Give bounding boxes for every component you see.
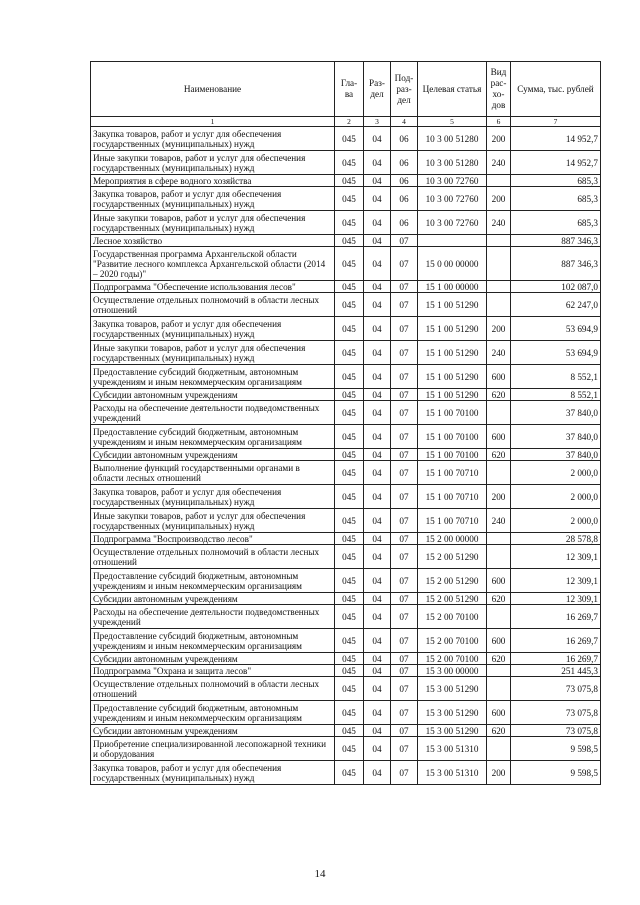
col-number: 7 <box>511 117 601 127</box>
row-razdel: 04 <box>364 187 391 211</box>
row-name: Субсидии автономным учреждениям <box>91 449 335 461</box>
row-target: 15 1 00 51290 <box>418 389 487 401</box>
row-razdel: 04 <box>364 127 391 151</box>
row-name: Закупка товаров, работ и услуг для обеспечения государственных (муниципальных) нужд <box>91 127 335 151</box>
row-glava: 045 <box>335 389 364 401</box>
row-name: Закупка товаров, работ и услуг для обеспечения государственных (муниципальных) нужд <box>91 485 335 509</box>
row-sum: 2 000,0 <box>511 461 601 485</box>
table-row <box>91 653 601 665</box>
row-glava: 045 <box>335 449 364 461</box>
row-vid: 600 <box>487 365 511 389</box>
row-vid: 240 <box>487 341 511 365</box>
row-sum: 62 247,0 <box>511 293 601 317</box>
row-glava: 045 <box>335 401 364 425</box>
row-razdel: 04 <box>364 569 391 593</box>
table-row <box>91 317 601 341</box>
table-row <box>91 293 601 317</box>
row-sum: 37 840,0 <box>511 401 601 425</box>
row-razdel: 04 <box>364 389 391 401</box>
row-sum: 887 346,3 <box>511 235 601 247</box>
row-target: 15 1 00 51290 <box>418 365 487 389</box>
row-name: Осуществление отдельных полномочий в области лесных отношений <box>91 293 335 317</box>
row-glava: 045 <box>335 461 364 485</box>
table-row <box>91 247 601 281</box>
row-vid: 620 <box>487 593 511 605</box>
row-glava: 045 <box>335 509 364 533</box>
row-podrazdel: 07 <box>391 569 418 593</box>
row-glava: 045 <box>335 725 364 737</box>
row-sum: 73 075,8 <box>511 701 601 725</box>
row-podrazdel: 07 <box>391 665 418 677</box>
row-sum: 14 952,7 <box>511 127 601 151</box>
row-sum: 53 694,9 <box>511 317 601 341</box>
row-razdel: 04 <box>364 235 391 247</box>
row-target: 15 1 00 51290 <box>418 341 487 365</box>
row-glava: 045 <box>335 605 364 629</box>
row-target: 15 1 00 70100 <box>418 425 487 449</box>
col-number: 1 <box>91 117 335 127</box>
table-row <box>91 341 601 365</box>
table-row <box>91 425 601 449</box>
row-glava: 045 <box>335 175 364 187</box>
row-vid: 620 <box>487 653 511 665</box>
table-row <box>91 593 601 605</box>
row-sum: 37 840,0 <box>511 449 601 461</box>
row-sum: 251 445,3 <box>511 665 601 677</box>
row-sum: 685,3 <box>511 211 601 235</box>
row-glava: 045 <box>335 425 364 449</box>
col-number: 4 <box>391 117 418 127</box>
row-name: Иные закупки товаров, работ и услуг для обеспечения государственных (муниципальных) нужд <box>91 509 335 533</box>
row-name: Осуществление отдельных полномочий в области лесных отношений <box>91 677 335 701</box>
row-target: 15 2 00 51290 <box>418 545 487 569</box>
row-name: Расходы на обеспечение деятельности подведомственных учреждений <box>91 605 335 629</box>
table-row <box>91 235 601 247</box>
table-row <box>91 187 601 211</box>
row-razdel: 04 <box>364 533 391 545</box>
row-sum: 9 598,5 <box>511 761 601 785</box>
table-row <box>91 605 601 629</box>
row-sum: 2 000,0 <box>511 485 601 509</box>
row-name: Иные закупки товаров, работ и услуг для обеспечения государственных (муниципальных) нужд <box>91 341 335 365</box>
row-razdel: 04 <box>364 485 391 509</box>
row-podrazdel: 07 <box>391 461 418 485</box>
col-number: 5 <box>418 117 487 127</box>
row-sum: 28 578,8 <box>511 533 601 545</box>
row-vid: 200 <box>487 187 511 211</box>
row-podrazdel: 06 <box>391 211 418 235</box>
row-podrazdel: 07 <box>391 341 418 365</box>
row-razdel: 04 <box>364 425 391 449</box>
row-podrazdel: 07 <box>391 425 418 449</box>
row-glava: 045 <box>335 247 364 281</box>
row-podrazdel: 07 <box>391 653 418 665</box>
row-name: Расходы на обеспечение деятельности подведомственных учреждений <box>91 401 335 425</box>
row-target: 10 3 00 51280 <box>418 127 487 151</box>
row-vid: 200 <box>487 317 511 341</box>
row-vid: 240 <box>487 211 511 235</box>
row-podrazdel: 07 <box>391 401 418 425</box>
row-razdel: 04 <box>364 365 391 389</box>
row-podrazdel: 07 <box>391 701 418 725</box>
row-name: Подпрограмма "Охрана и защита лесов" <box>91 665 335 677</box>
row-podrazdel: 07 <box>391 761 418 785</box>
row-podrazdel: 07 <box>391 247 418 281</box>
table-row <box>91 449 601 461</box>
row-podrazdel: 06 <box>391 151 418 175</box>
row-name: Приобретение специализированной лесопожарной техники и оборудования <box>91 737 335 761</box>
row-name: Субсидии автономным учреждениям <box>91 389 335 401</box>
row-podrazdel: 07 <box>391 293 418 317</box>
col-number: 2 <box>335 117 364 127</box>
col-header-podrazdel: Под-раз-дел <box>391 62 418 117</box>
row-target: 15 1 00 70710 <box>418 461 487 485</box>
row-razdel: 04 <box>364 593 391 605</box>
row-name: Предоставление субсидий бюджетным, автономным учреждениям и иным некоммерческим организациям <box>91 629 335 653</box>
row-podrazdel: 07 <box>391 389 418 401</box>
row-sum: 887 346,3 <box>511 247 601 281</box>
row-podrazdel: 07 <box>391 605 418 629</box>
row-sum: 12 309,1 <box>511 545 601 569</box>
table-row <box>91 545 601 569</box>
row-target: 10 3 00 51280 <box>418 151 487 175</box>
row-sum: 685,3 <box>511 187 601 211</box>
row-vid: 200 <box>487 485 511 509</box>
table-row <box>91 175 601 187</box>
row-sum: 9 598,5 <box>511 737 601 761</box>
table-row <box>91 461 601 485</box>
row-vid: 240 <box>487 151 511 175</box>
row-name: Иные закупки товаров, работ и услуг для обеспечения государственных (муниципальных) нужд <box>91 151 335 175</box>
row-target: 15 2 00 00000 <box>418 533 487 545</box>
row-vid: 200 <box>487 761 511 785</box>
row-name: Предоставление субсидий бюджетным, автономным учреждениям и иным некоммерческим организациям <box>91 425 335 449</box>
row-target: 15 1 00 70100 <box>418 449 487 461</box>
row-name: Предоставление субсидий бюджетным, автономным учреждениям и иным некоммерческим организациям <box>91 365 335 389</box>
row-target: 15 3 00 51290 <box>418 725 487 737</box>
row-razdel: 04 <box>364 629 391 653</box>
row-target: 15 3 00 51290 <box>418 701 487 725</box>
row-sum: 16 269,7 <box>511 629 601 653</box>
row-podrazdel: 07 <box>391 485 418 509</box>
table-row <box>91 401 601 425</box>
table-row <box>91 485 601 509</box>
row-glava: 045 <box>335 701 364 725</box>
row-target: 15 2 00 70100 <box>418 605 487 629</box>
row-podrazdel: 07 <box>391 737 418 761</box>
row-podrazdel: 06 <box>391 127 418 151</box>
row-vid: 600 <box>487 425 511 449</box>
row-razdel: 04 <box>364 737 391 761</box>
row-name: Субсидии автономным учреждениям <box>91 725 335 737</box>
row-target: 10 3 00 72760 <box>418 211 487 235</box>
row-razdel: 04 <box>364 151 391 175</box>
row-razdel: 04 <box>364 317 391 341</box>
row-target: 15 3 00 51310 <box>418 737 487 761</box>
row-glava: 045 <box>335 593 364 605</box>
row-glava: 045 <box>335 281 364 293</box>
col-header-vid: Вид рас-хо-дов <box>487 62 511 117</box>
table-row <box>91 127 601 151</box>
row-vid <box>487 605 511 629</box>
row-glava: 045 <box>335 317 364 341</box>
row-target: 15 2 00 51290 <box>418 593 487 605</box>
row-vid <box>487 545 511 569</box>
row-vid <box>487 281 511 293</box>
row-target: 15 2 00 70100 <box>418 629 487 653</box>
row-glava: 045 <box>335 341 364 365</box>
row-target <box>418 235 487 247</box>
row-razdel: 04 <box>364 211 391 235</box>
row-glava: 045 <box>335 677 364 701</box>
row-razdel: 04 <box>364 341 391 365</box>
row-podrazdel: 07 <box>391 545 418 569</box>
row-sum: 12 309,1 <box>511 569 601 593</box>
row-razdel: 04 <box>364 761 391 785</box>
row-vid <box>487 461 511 485</box>
row-podrazdel: 07 <box>391 235 418 247</box>
row-vid <box>487 737 511 761</box>
row-glava: 045 <box>335 293 364 317</box>
row-glava: 045 <box>335 211 364 235</box>
table-row <box>91 737 601 761</box>
row-name: Предоставление субсидий бюджетным, автономным учреждениям и иным некоммерческим организациям <box>91 701 335 725</box>
table-row <box>91 629 601 653</box>
row-glava: 045 <box>335 737 364 761</box>
row-podrazdel: 06 <box>391 187 418 211</box>
row-glava: 045 <box>335 151 364 175</box>
row-name: Закупка товаров, работ и услуг для обеспечения государственных (муниципальных) нужд <box>91 187 335 211</box>
row-glava: 045 <box>335 235 364 247</box>
col-header-sum: Сумма, тыс. рублей <box>511 62 601 117</box>
column-number-row <box>91 117 601 127</box>
row-podrazdel: 07 <box>391 449 418 461</box>
row-razdel: 04 <box>364 293 391 317</box>
row-glava: 045 <box>335 665 364 677</box>
table-row <box>91 677 601 701</box>
budget-table <box>90 61 601 785</box>
row-target: 15 1 00 70100 <box>418 401 487 425</box>
row-razdel: 04 <box>364 401 391 425</box>
row-razdel: 04 <box>364 449 391 461</box>
row-sum: 12 309,1 <box>511 593 601 605</box>
row-podrazdel: 07 <box>391 365 418 389</box>
row-name: Выполнение функций государственными органами в области лесных отношений <box>91 461 335 485</box>
table-row <box>91 389 601 401</box>
row-podrazdel: 07 <box>391 281 418 293</box>
row-sum: 16 269,7 <box>511 653 601 665</box>
row-target: 15 2 00 51290 <box>418 569 487 593</box>
row-sum: 37 840,0 <box>511 425 601 449</box>
row-podrazdel: 07 <box>391 629 418 653</box>
row-sum: 2 000,0 <box>511 509 601 533</box>
table-row <box>91 701 601 725</box>
row-sum: 73 075,8 <box>511 725 601 737</box>
row-name: Подпрограмма "Воспроизводство лесов" <box>91 533 335 545</box>
row-razdel: 04 <box>364 677 391 701</box>
row-glava: 045 <box>335 569 364 593</box>
row-glava: 045 <box>335 653 364 665</box>
row-target: 15 1 00 70710 <box>418 485 487 509</box>
row-name: Лесное хозяйство <box>91 235 335 247</box>
col-header-target: Целевая статья <box>418 62 487 117</box>
row-sum: 8 552,1 <box>511 389 601 401</box>
row-target: 10 3 00 72760 <box>418 175 487 187</box>
row-podrazdel: 07 <box>391 509 418 533</box>
col-number: 3 <box>364 117 391 127</box>
row-target: 15 1 00 70710 <box>418 509 487 533</box>
row-vid: 200 <box>487 127 511 151</box>
row-podrazdel: 07 <box>391 725 418 737</box>
row-glava: 045 <box>335 485 364 509</box>
row-vid: 600 <box>487 629 511 653</box>
row-vid <box>487 175 511 187</box>
row-razdel: 04 <box>364 461 391 485</box>
row-target: 15 1 00 00000 <box>418 281 487 293</box>
row-name: Закупка товаров, работ и услуг для обеспечения государственных (муниципальных) нужд <box>91 317 335 341</box>
row-glava: 045 <box>335 533 364 545</box>
col-header-glava: Гла-ва <box>335 62 364 117</box>
row-glava: 045 <box>335 187 364 211</box>
table-row <box>91 761 601 785</box>
row-vid: 240 <box>487 509 511 533</box>
row-glava: 045 <box>335 545 364 569</box>
row-vid <box>487 533 511 545</box>
row-target: 10 3 00 72760 <box>418 187 487 211</box>
row-razdel: 04 <box>364 545 391 569</box>
table-row <box>91 725 601 737</box>
col-header-razdel: Раз-дел <box>364 62 391 117</box>
row-sum: 685,3 <box>511 175 601 187</box>
col-header-name: Наименование <box>91 62 335 117</box>
row-vid: 620 <box>487 389 511 401</box>
row-vid <box>487 677 511 701</box>
header-row <box>91 62 601 117</box>
row-name: Иные закупки товаров, работ и услуг для обеспечения государственных (муниципальных) нужд <box>91 211 335 235</box>
row-razdel: 04 <box>364 665 391 677</box>
row-name: Мероприятия в сфере водного хозяйства <box>91 175 335 187</box>
row-name: Субсидии автономным учреждениям <box>91 653 335 665</box>
row-target: 15 3 00 00000 <box>418 665 487 677</box>
row-razdel: 04 <box>364 247 391 281</box>
row-glava: 045 <box>335 629 364 653</box>
row-target: 15 2 00 70100 <box>418 653 487 665</box>
row-razdel: 04 <box>364 281 391 293</box>
row-vid: 600 <box>487 569 511 593</box>
page-number: 14 <box>314 868 326 880</box>
row-podrazdel: 07 <box>391 593 418 605</box>
row-target: 15 1 00 51290 <box>418 293 487 317</box>
table-row <box>91 569 601 593</box>
row-razdel: 04 <box>364 605 391 629</box>
row-target: 15 3 00 51290 <box>418 677 487 701</box>
row-podrazdel: 06 <box>391 175 418 187</box>
table-row <box>91 665 601 677</box>
row-sum: 8 552,1 <box>511 365 601 389</box>
row-target: 15 1 00 51290 <box>418 317 487 341</box>
row-name: Субсидии автономным учреждениям <box>91 593 335 605</box>
row-razdel: 04 <box>364 509 391 533</box>
row-razdel: 04 <box>364 175 391 187</box>
row-podrazdel: 07 <box>391 317 418 341</box>
row-podrazdel: 07 <box>391 677 418 701</box>
row-vid <box>487 235 511 247</box>
row-target: 15 0 00 00000 <box>418 247 487 281</box>
row-vid: 620 <box>487 449 511 461</box>
row-vid <box>487 665 511 677</box>
row-razdel: 04 <box>364 725 391 737</box>
row-sum: 53 694,9 <box>511 341 601 365</box>
col-number: 6 <box>487 117 511 127</box>
row-podrazdel: 07 <box>391 533 418 545</box>
table-row <box>91 151 601 175</box>
row-glava: 045 <box>335 127 364 151</box>
row-glava: 045 <box>335 761 364 785</box>
row-sum: 102 087,0 <box>511 281 601 293</box>
row-vid <box>487 247 511 281</box>
row-razdel: 04 <box>364 653 391 665</box>
row-name: Подпрограмма "Обеспечение использования лесов" <box>91 281 335 293</box>
row-sum: 14 952,7 <box>511 151 601 175</box>
table-row <box>91 281 601 293</box>
row-vid: 600 <box>487 701 511 725</box>
table-row <box>91 533 601 545</box>
table-row <box>91 211 601 235</box>
table-body <box>91 127 601 785</box>
row-name: Предоставление субсидий бюджетным, автономным учреждениям и иным некоммерческим организациям <box>91 569 335 593</box>
row-sum: 16 269,7 <box>511 605 601 629</box>
row-target: 15 3 00 51310 <box>418 761 487 785</box>
row-name: Государственная программа Архангельской области "Развитие лесного комплекса Архангельской области (2014 – 2020 годы)" <box>91 247 335 281</box>
row-razdel: 04 <box>364 701 391 725</box>
row-sum: 73 075,8 <box>511 677 601 701</box>
row-vid: 620 <box>487 725 511 737</box>
row-name: Осуществление отдельных полномочий в области лесных отношений <box>91 545 335 569</box>
row-vid <box>487 401 511 425</box>
row-name: Закупка товаров, работ и услуг для обеспечения государственных (муниципальных) нужд <box>91 761 335 785</box>
row-vid <box>487 293 511 317</box>
table-row <box>91 509 601 533</box>
table-row <box>91 365 601 389</box>
row-glava: 045 <box>335 365 364 389</box>
